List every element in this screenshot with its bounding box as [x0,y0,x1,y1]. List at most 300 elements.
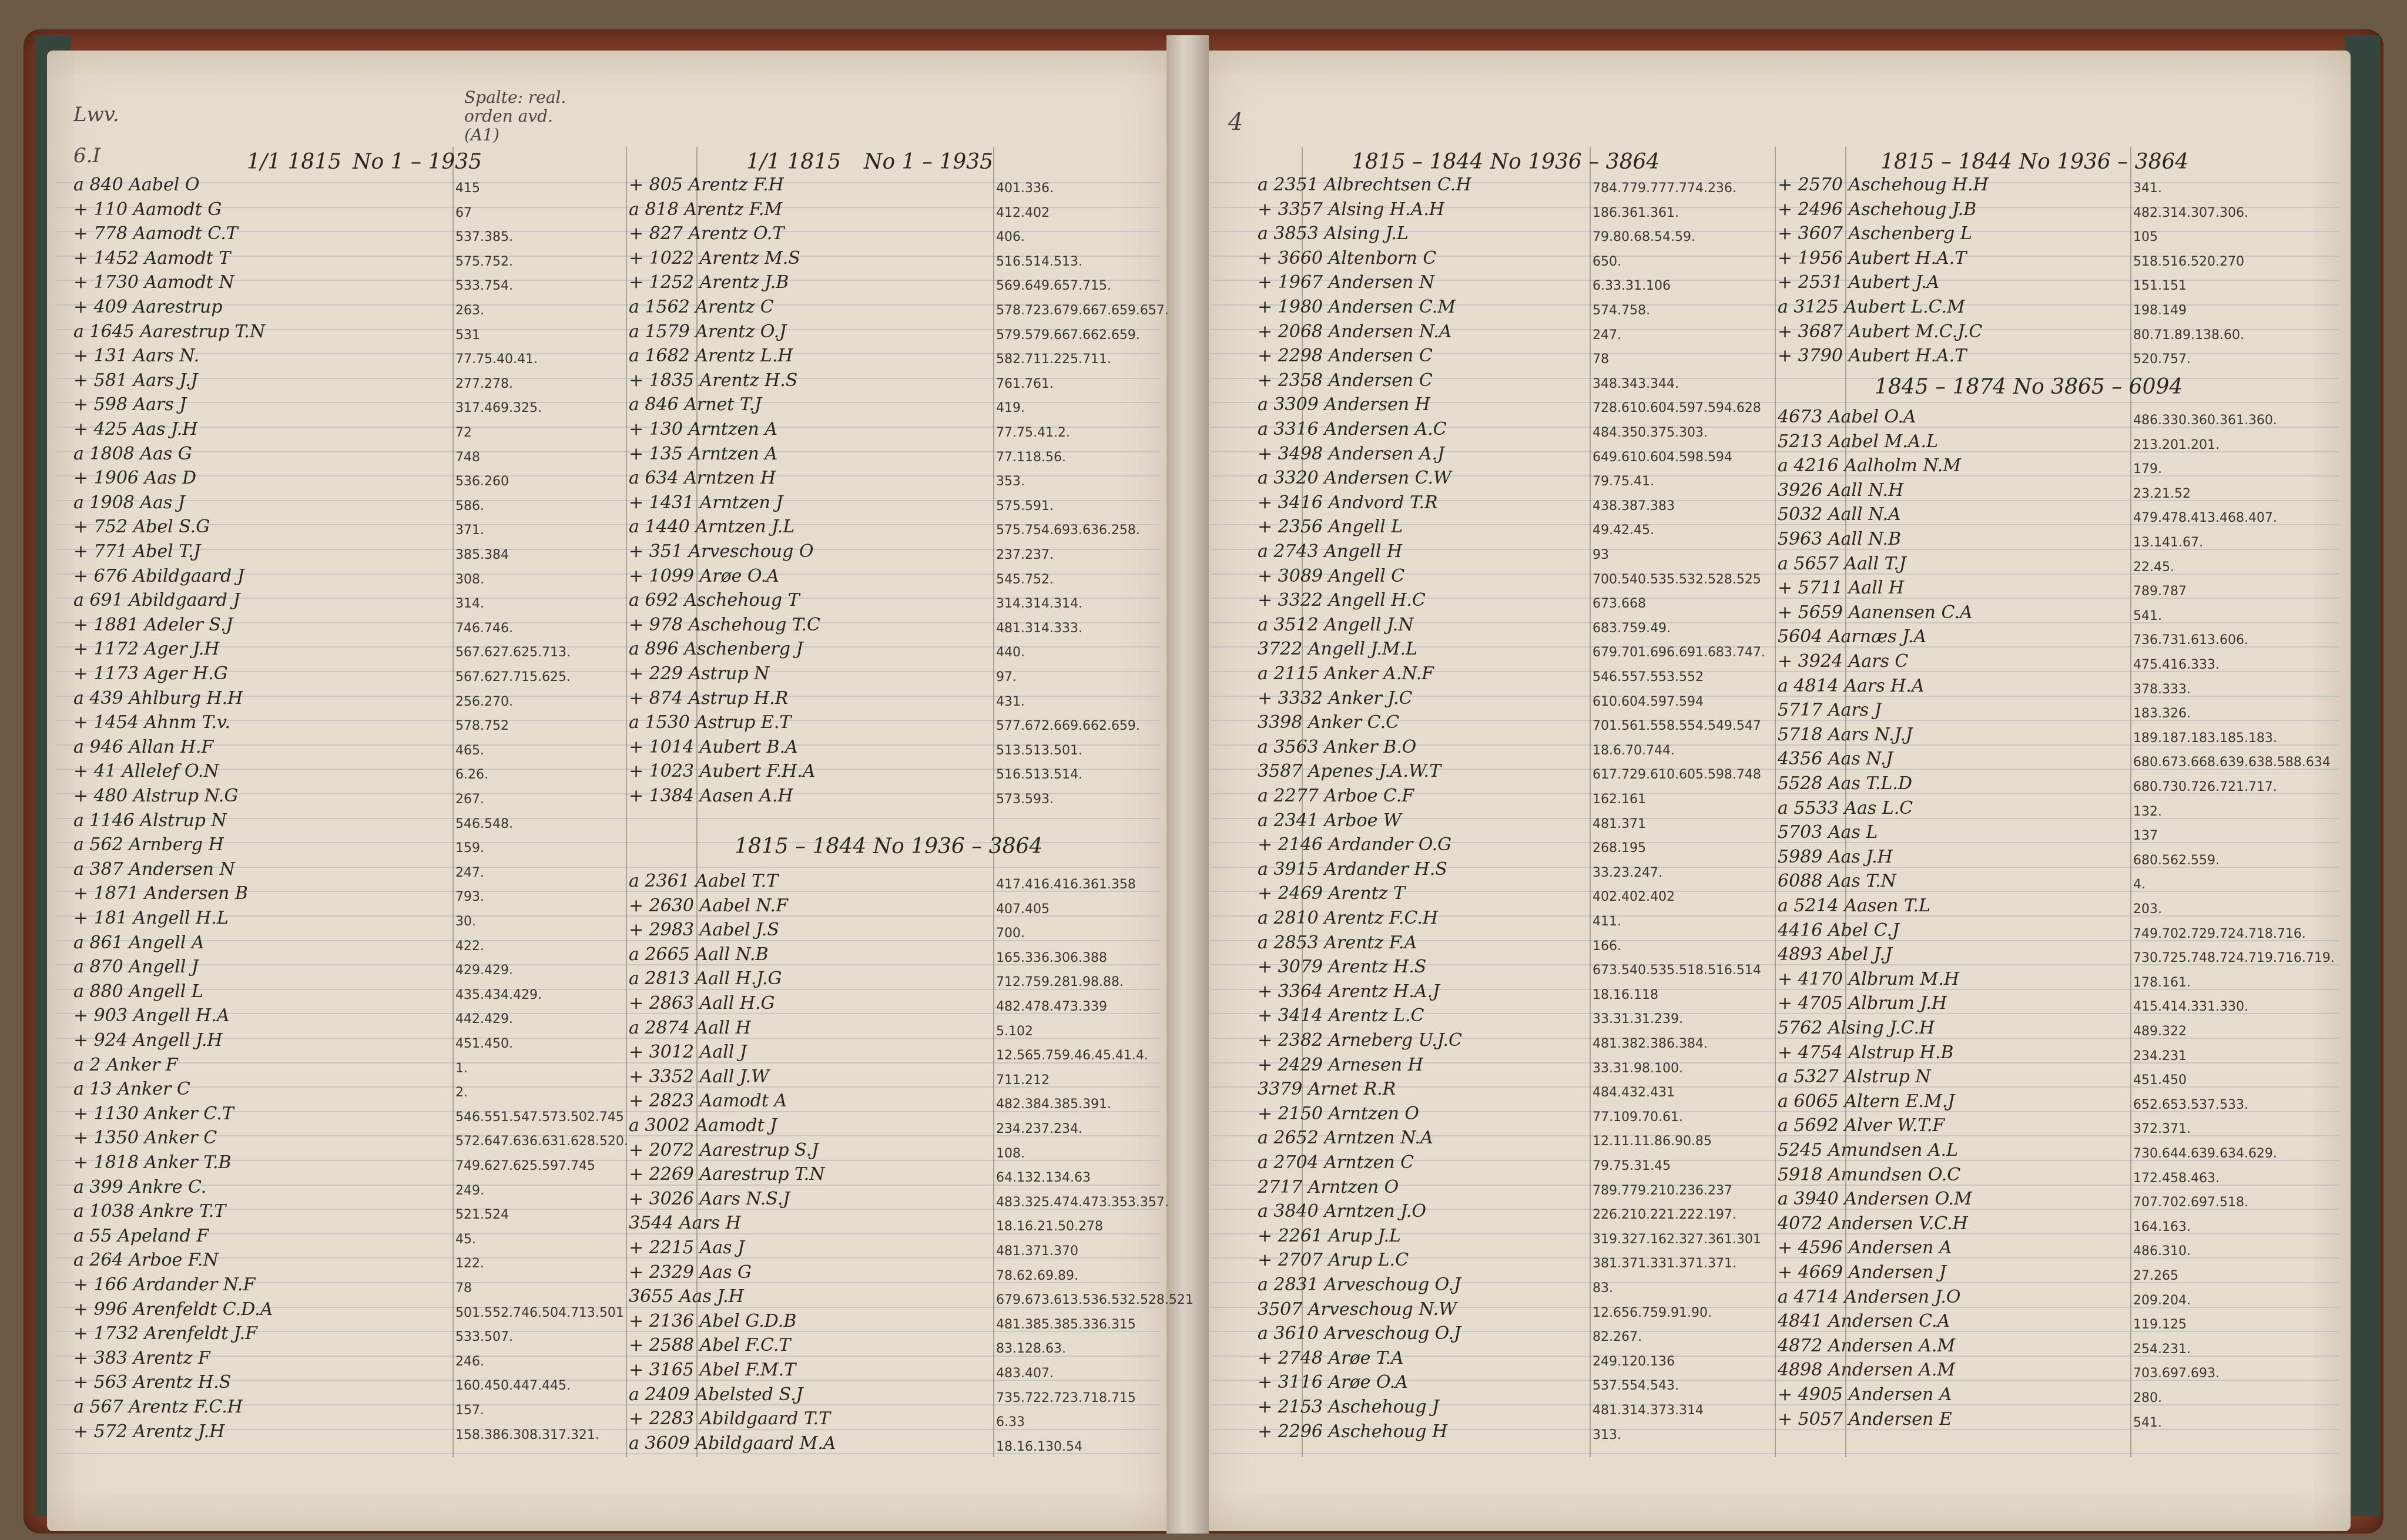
ledger-page-refs: 137 [2133,828,2158,843]
ledger-entry: + 4170 Albrum M.H [1778,969,1960,989]
ledger-page-refs: 5.102 [996,1024,1033,1039]
ledger-entry: + 3660 Altenborn C [1258,248,1437,269]
ledger-page-refs: 132. [2133,804,2162,819]
ruled-line [56,989,1161,990]
ledger-page-refs: 22.45. [2133,560,2174,575]
ledger-page-refs: 546.557.553.552 [1593,670,1704,685]
ledger-page-refs: 412.402 [996,206,1050,220]
ledger-page-refs: 419. [996,401,1025,415]
column-line [452,147,454,1457]
ledger-entry: + 1172 Ager J.H [73,639,220,659]
ledger-entry: a 562 Arnberg H [73,834,224,855]
ledger-entry: + 1967 Andersen N [1258,272,1435,293]
ledger-page-refs: 226.210.221.222.197. [1593,1207,1736,1222]
ledger-entry: a 3309 Andersen H [1258,394,1430,415]
ledger-page-refs: 159. [455,841,484,855]
ledger-entry: + 1130 Anker C.T [73,1103,234,1124]
ledger-entry: + 409 Aarestrup [73,297,223,317]
ledger-entry: a 2813 Aall H.J.G [629,968,782,989]
ledger-page-refs: 1. [455,1061,468,1076]
ledger-page-refs: 711.212 [996,1073,1050,1088]
ledger-entry: + 2707 Arup L.C [1258,1250,1409,1270]
ledger-page-refs: 27.265 [2133,1269,2178,1283]
corner-note-2: 6.I [73,144,100,167]
ledger-page-refs: 749.702.729.724.718.716. [2133,927,2306,941]
ledger-entry: 5717 Aars J [1778,700,1882,720]
ledger-entry: + 1732 Arenfeldt J.F [73,1323,257,1344]
ledger-entry: + 1871 Andersen B [73,883,248,904]
ledger-entry: + 563 Arentz H.S [73,1372,232,1393]
ledger-entry: + 351 Arveschoug O [629,541,814,562]
ledger-page-refs: 415.414.331.330. [2133,999,2248,1014]
ledger-page-refs: 482.478.473.339 [996,999,1107,1014]
ledger-entry: 3722 Angell J.M.L [1258,639,1417,659]
ledger-page-refs: 30. [455,914,476,929]
ledger-page-refs: 237.237. [996,548,1054,562]
ledger-page-refs: 652.653.537.533. [2133,1098,2248,1112]
ledger-entry: a 4216 Aalholm N.M [1778,455,1961,476]
ledger-page-refs: 575.754.693.636.258. [996,523,1140,538]
ledger-page-refs: 569.649.657.715. [996,279,1111,293]
ledger-entry: + 1023 Aubert F.H.A [629,761,816,781]
ledger-entry: + 2496 Aschehoug J.B [1778,199,1977,220]
ledger-entry: 4356 Aas N.J [1778,749,1893,769]
ledger-page-refs: 546.548. [455,817,513,831]
ledger-entry: + 1099 Arøe O.A [629,566,779,586]
ledger-page-refs: 78 [1593,352,1609,367]
ledger-page-refs: 165.336.306.388 [996,951,1107,965]
ledger-page-refs: 578.752 [455,719,509,733]
column-header-date: 1/1 1815 [247,150,341,174]
ledger-entry: 4841 Andersen C.A [1778,1311,1950,1331]
ledger-page-refs: 64.132.134.63 [996,1170,1091,1185]
ledger-entry: + 1730 Aamodt N [73,272,234,293]
ledger-page-refs: 209.204. [2133,1293,2191,1308]
ledger-entry: a 2409 Abelsted S.J [629,1384,803,1405]
ruled-line [56,1086,1161,1088]
ledger-page-refs: 33.23.247. [1593,865,1662,880]
ledger-page-refs: 531 [455,328,480,343]
ledger-page-refs: 164.163. [2133,1220,2191,1234]
ledger-page-refs: 179. [2133,462,2162,477]
ledger-entry: + 110 Aamodt G [73,199,222,220]
ledger-entry: 5528 Aas T.L.D [1778,773,1913,794]
ledger-entry: 3587 Apenes J.A.W.T [1258,761,1441,781]
ledger-page-refs: 680.730.726.721.717. [2133,780,2277,794]
ledger-entry: + 3790 Aubert H.A.T [1778,345,1967,366]
ledger-page-refs: 610.604.597.594 [1593,694,1704,709]
ledger-entry: + 3165 Abel F.M.T [629,1360,796,1380]
ledger-page-refs: 45. [455,1232,476,1247]
ledger-entry: a 2743 Angell H [1258,541,1403,562]
ledger-entry: a 1562 Arentz C [629,297,774,317]
ruled-line [56,1257,1161,1259]
ledger-entry: a 880 Angell L [73,981,203,1002]
ledger-entry: 2717 Arntzen O [1258,1177,1399,1197]
ledger-page-refs: 402.402.402 [1593,890,1675,904]
ledger-entry: a 567 Arentz F.C.H [73,1397,243,1417]
ledger-entry: a 1682 Arentz L.H [629,345,793,366]
ledger-page-refs: 49.42.45. [1593,523,1654,538]
ledger-page-refs: 516.513.514. [996,767,1082,782]
ruled-line [56,402,1161,403]
ledger-page-refs: 277.278. [455,377,513,391]
ledger-entry: + 1452 Aamodt T [73,248,231,269]
ledger-page-refs: 513.513.501. [996,743,1082,758]
ledger-page-refs: 178.161. [2133,975,2191,990]
ledger-entry: a 2853 Arentz F.A [1258,932,1417,953]
ruled-line [56,182,1161,183]
ledger-page-refs: 483.325.474.473.353.357. [996,1195,1169,1210]
ruled-line [56,646,1161,647]
ledger-page-refs: 268.195 [1593,841,1646,855]
ledger-entry: 4072 Andersen V.C.H [1778,1213,1968,1234]
ledger-entry: + 874 Astrup H.R [629,688,789,709]
ledger-page-refs: 789.787 [2133,584,2187,599]
ledger-page-refs: 108. [996,1146,1025,1161]
ledger-page-refs: 189.187.183.185.183. [2133,731,2277,746]
ledger-entry: + 924 Angell J.H [73,1030,223,1051]
ledger-entry: a 3610 Arveschoug O.J [1258,1323,1461,1344]
ledger-entry: 5703 Aas L [1778,822,1878,843]
ledger-page-refs: 484.350.375.303. [1593,425,1708,440]
ledger-entry: + 2283 Abildgaard T.T [629,1408,831,1429]
column-header-range: No 1 – 1935 [353,150,482,174]
ledger-entry: a 5692 Alver W.T.F [1778,1115,1945,1136]
ledger-page-refs: 746.746. [455,621,513,636]
column-line [1590,147,1591,1457]
ledger-page-refs: 683.759.49. [1593,621,1671,636]
ledger-page-refs: 78 [455,1281,472,1296]
ledger-page-refs: 79.80.68.54.59. [1593,230,1695,244]
ledger-entry: + 2072 Aarestrup S.J [629,1140,819,1160]
ledger-page-refs: 679.701.696.691.683.747. [1593,645,1765,660]
ledger-page-refs: 579.579.667.662.659. [996,328,1140,343]
ledger-entry: 5989 Aas J.H [1778,847,1893,867]
ledger-page-refs: 83. [1593,1281,1613,1296]
ledger-entry: + 3116 Arøe O.A [1258,1372,1408,1393]
ledger-page-refs: 789.779.210.236.237 [1593,1183,1732,1198]
ledger-entry: + 2356 Angell L [1258,516,1403,537]
ledger-page-refs: 18.16.130.54 [996,1440,1082,1454]
ledger-entry: + 181 Angell H.L [73,908,229,928]
ledger-entry: + 3089 Angell C [1258,566,1405,586]
ledger-entry: + 1454 Ahnm T.v. [73,712,230,733]
ledger-entry: + 1173 Ager H.G [73,663,228,684]
ledger-page-refs: 582.711.225.711. [996,352,1111,367]
ruled-line [56,964,1161,965]
ledger-entry: + 166 Ardander N.F [73,1274,256,1295]
ledger-page-refs: 12.656.759.91.90. [1593,1306,1712,1320]
ledger-entry: + 2630 Aabel N.F [629,895,788,916]
column-line [1775,147,1776,1457]
ledger-entry: 3926 Aall N.H [1778,480,1904,501]
ruled-line [56,549,1161,550]
ledger-page-refs: 518.516.520.270 [2133,254,2244,269]
ledger-page-refs: 18.6.70.744. [1593,743,1675,758]
ledger-entry: + 778 Aamodt C.T [73,223,238,244]
ledger-page-refs: 378.333. [2133,682,2191,697]
ledger-page-refs: 537.385. [455,230,513,244]
ledger-page-refs: 533.507. [455,1330,513,1344]
ledger-entry: + 4905 Andersen A [1778,1384,1952,1405]
ledger-entry: + 2531 Aubert J.A [1778,272,1940,293]
ledger-entry: + 1818 Anker T.B [73,1152,232,1173]
column-header-range: 1815 – 1844 No 1936 – 3864 [1880,150,2189,174]
ledger-entry: a 1440 Arntzen J.L [629,516,795,537]
ledger-entry: 4893 Abel J.J [1778,944,1892,965]
ledger-page-refs: 313. [1593,1428,1621,1442]
ledger-page-refs: 6.33.31.106 [1593,279,1671,293]
ledger-entry: a 2665 Aall N.B [629,944,769,965]
ledger-entry: 5213 Aabel M.A.L [1778,431,1938,452]
ledger-entry: a 2277 Arboe C.F [1258,786,1414,806]
ledger-entry: + 1252 Arentz J.B [629,272,789,293]
ledger-entry: + 2153 Aschehoug J [1258,1397,1439,1417]
ledger-page-refs: 67 [455,206,472,220]
ledger-page-refs: 23.21.52 [2133,487,2191,501]
ledger-page-refs: 586. [455,499,484,514]
ledger-entry: + 2261 Arup J.L [1258,1226,1401,1246]
ledger-entry: + 131 Aars N. [73,345,200,366]
ledger-page-refs: 486.310. [2133,1244,2191,1259]
ledger-page-refs: 649.610.604.598.594 [1593,450,1732,465]
ledger-entry: + 4705 Albrum J.H [1778,993,1947,1014]
ledger-entry: + 3012 Aall J [629,1042,747,1062]
ledger-page-refs: 385.384 [455,548,509,562]
ledger-page-refs: 451.450. [455,1036,513,1051]
ledger-entry: a 3316 Andersen A.C [1258,419,1447,439]
ledger-page-refs: 429.429. [455,963,513,978]
ledger-entry: + 1014 Aubert B.A [629,737,798,757]
ledger-page-refs: 482.314.307.306. [2133,206,2248,220]
ledger-page-refs: 79.75.31.45 [1593,1159,1671,1173]
ledger-entry: + 2469 Arentz T [1258,883,1406,904]
ledger-page-refs: 712.759.281.98.88. [996,975,1124,989]
ledger-page-refs: 438.387.383 [1593,499,1675,514]
ledger-entry: a 3125 Aubert L.C.M [1778,297,1965,317]
ledger-page-refs: 673.540.535.518.516.514 [1593,963,1761,978]
ledger-page-refs: 234.231 [2133,1049,2187,1063]
ledger-entry: a 2 Anker F [73,1055,178,1075]
ledger-entry: a 4714 Andersen J.O [1778,1287,1961,1307]
ledger-entry: a 3512 Angell J.N [1258,615,1414,635]
ledger-page-refs: 481.385.385.336.315 [996,1317,1136,1332]
ruled-line [56,500,1161,501]
ledger-entry: a 55 Apeland F [73,1226,209,1246]
ledger-entry: a 861 Angell A [73,932,205,953]
ledger-page-refs: 2. [455,1085,468,1100]
ledger-page-refs: 575.591. [996,499,1054,514]
ledger-entry: + 229 Astrup N [629,663,770,684]
ledger-page-refs: 183.326. [2133,706,2191,721]
ledger-page-refs: 701.561.558.554.549.547 [1593,719,1761,733]
ledger-entry: a 1530 Astrup E.T [629,712,792,733]
ledger-page-refs: 411. [1593,914,1621,929]
ledger-page-refs: 728.610.604.597.594.628 [1593,401,1761,415]
ledger-entry: + 3607 Aschenberg L [1778,223,1972,244]
ledger-page-refs: 465. [455,743,484,758]
ledger-entry: + 676 Abildgaard J [73,566,244,586]
ledger-page-refs: 4. [2133,877,2145,892]
ledger-entry: a 1579 Arentz O.J [629,321,787,342]
ledger-entry: + 383 Arentz F [73,1348,210,1368]
ledger-entry: a 692 Aschehoug T [629,590,800,610]
ledger-page-refs: 249. [455,1183,484,1198]
ledger-page-refs: 160.450.447.445. [455,1378,571,1393]
ledger-entry: a 5533 Aas L.C [1778,798,1913,818]
ledger-page-refs: 381.371.331.371.371. [1593,1256,1736,1271]
ledger-page-refs: 97. [996,670,1017,685]
ledger-page-refs: 481.371 [1593,817,1646,831]
ledger-entry: a 4814 Aars H.A [1778,676,1925,696]
ledger-page-refs: 12.565.759.46.45.41.4. [996,1048,1148,1063]
ledger-page-refs: 546.551.547.573.502.745 [455,1110,624,1125]
ledger-entry: 5718 Aars N.J.J [1778,724,1913,745]
ledger-entry: + 2358 Andersen C [1258,370,1433,391]
ledger-page-refs: 119.125 [2133,1317,2187,1332]
ledger-page-refs: 79.75.41. [1593,474,1654,489]
ledger-entry: a 2361 Aabel T.T [629,871,779,891]
ledger-page-refs: 122. [455,1256,484,1271]
ledger-page-refs: 748 [455,450,480,465]
ledger-entry: + 4669 Andersen J [1778,1262,1946,1283]
ledger-page-refs: 105 [2133,230,2158,244]
ledger-page-refs: 578.723.679.667.659.657. [996,303,1169,318]
ledger-page-refs: 247. [455,865,484,880]
ledger-page-refs: 203. [2133,902,2162,917]
ledger-page-refs: 93 [1593,548,1609,562]
ledger-entry: + 3352 Aall J.W [629,1066,769,1087]
ledger-entry: 6088 Aas T.N [1778,871,1896,891]
ledger-entry: + 1431 Arntzen J [629,492,783,513]
ledger-entry: a 2831 Arveschoug O.J [1258,1274,1461,1295]
ledger-page-refs: 157. [455,1403,484,1418]
ledger-page-refs: 483.407. [996,1366,1054,1381]
ledger-page-refs: 406. [996,230,1025,244]
ruled-line [56,744,1161,746]
ledger-page-refs: 520.757. [2133,352,2191,367]
ledger-page-refs: 18.16.118 [1593,988,1658,1002]
ledger-entry: + 3332 Anker J.C [1258,688,1413,709]
ledger-entry: a 399 Ankre C. [73,1177,207,1197]
ledger-entry: a 3940 Andersen O.M [1778,1189,1972,1209]
ledger-page-refs: 314. [455,596,484,611]
ledger-entry: 3379 Arnet R.R [1258,1079,1396,1099]
ledger-entry: a 3915 Ardander H.S [1258,859,1447,880]
ledger-entry: + 996 Arenfeldt C.D.A [73,1299,273,1320]
ledger-entry: + 135 Arntzen A [629,444,777,464]
ledger-entry: + 2146 Ardander O.G [1258,834,1452,855]
ledger-entry: a 1645 Aarestrup T.N [73,321,266,342]
ledger-entry: a 870 Angell J [73,957,199,977]
section-header: 1815 – 1844 No 1936 – 3864 [735,834,1043,858]
ledger-entry: + 581 Aars J.J [73,370,198,391]
ledger-page-refs: 700.540.535.532.528.525 [1593,572,1761,587]
ledger-entry: 3544 Aars H [629,1213,741,1233]
ruled-line [56,378,1161,379]
ledger-page-refs: 256.270. [455,694,513,709]
ledger-page-refs: 730.725.748.724.719.716.719. [2133,951,2335,965]
ledger-entry: + 3924 Aars C [1778,651,1909,672]
ledger-entry: a 2810 Arentz F.C.H [1258,908,1439,928]
ruled-line [56,1453,1161,1454]
ledger-entry: a 5657 Aall T.J [1778,553,1906,574]
ledger-page-refs: 673.668 [1593,596,1646,611]
ledger-entry: 4872 Andersen A.M [1778,1336,1956,1356]
ledger-entry: + 2269 Aarestrup T.N [629,1164,825,1185]
ledger-page-refs: 246. [455,1354,484,1369]
ledger-entry: + 3414 Arentz L.C [1258,1005,1424,1026]
ledger-page-refs: 700. [996,926,1025,941]
ledger-page-refs: 516.514.513. [996,254,1082,269]
ledger-page-refs: 198.149 [2133,303,2187,318]
ledger-page-refs: 353. [996,474,1025,489]
ruled-line [56,1062,1161,1063]
ledger-page-refs: 6.26. [455,767,488,782]
ledger-entry: + 1022 Arentz M.S [629,248,800,269]
ledger-page-refs: 536.260 [455,474,509,489]
ledger-entry: a 1038 Ankre T.T [73,1201,226,1222]
column-line [993,147,994,1457]
ledger-entry: + 2429 Arnesen H [1258,1055,1423,1075]
section-header: 1845 – 1874 No 3865 – 6094 [1875,375,2183,399]
ledger-entry: + 3322 Angell H.C [1258,590,1426,610]
ledger-entry: a 3563 Anker B.O [1258,737,1417,757]
ledger-entry: + 978 Aschehoug T.C [629,615,820,635]
ledger-entry: a 840 Aabel O [73,175,200,195]
ledger-entry: a 3609 Abildgaard M.A [629,1433,836,1454]
ledger-page-refs: 407.405 [996,902,1050,917]
ledger-page-refs: 573.593. [996,792,1054,807]
ledger-page-refs: 650. [1593,254,1621,269]
ruled-line [56,769,1161,770]
ledger-entry: + 1881 Adeler S.J [73,615,233,635]
ledger-page-refs: 484.432.431 [1593,1085,1675,1100]
ledger-page-refs: 486.330.360.361.360. [2133,413,2277,428]
ledger-entry: + 2863 Aall H.G [629,993,775,1014]
ledger-page-refs: 533.754. [455,279,513,293]
ledger-page-refs: 541. [2133,1415,2162,1430]
ledger-page-refs: 479.478.413.468.407. [2133,511,2277,525]
ledger-entry: a 846 Arnet T.J [629,394,762,415]
ledger-page-refs: 72 [455,425,472,440]
ledger-page-refs: 481.314.373.314 [1593,1403,1704,1418]
corner-note: Lwv. [73,103,119,126]
ledger-entry: 4898 Andersen A.M [1778,1360,1956,1380]
ledger-page-refs: 481.382.386.384. [1593,1036,1708,1051]
ledger-entry: a 2652 Arntzen N.A [1258,1128,1433,1148]
ledger-page-refs: 574.758. [1593,303,1650,318]
ledger-entry: + 598 Aars J [73,394,187,415]
ledger-page-refs: 213.201.201. [2133,438,2220,452]
ledger-entry: + 2215 Aas J [629,1237,745,1258]
column-header-range: 1815 – 1844 No 1936 – 3864 [1352,150,1660,174]
ledger-page-refs: 521.524 [455,1207,509,1222]
ledger-entry: + 2382 Arneberg U.J.C [1258,1030,1462,1051]
ledger-page-refs: 247. [1593,328,1621,343]
ledger-page-refs: 680.673.668.639.638.588.634 [2133,755,2331,770]
ledger-page-refs: 489.322 [2133,1024,2187,1039]
ledger-page-refs: 482.384.385.391. [996,1097,1111,1112]
ledger-page-refs: 442.429. [455,1012,513,1026]
ledger-entry: + 2136 Abel G.D.B [629,1311,797,1331]
column-header-date: 1/1 1815 [746,150,841,174]
ledger-page-refs: 172.458.463. [2133,1171,2220,1186]
ledger-page-refs: 166. [1593,939,1621,954]
ledger-page-refs: 280. [2133,1391,2162,1405]
ledger-entry: a 264 Arboe F.N [73,1250,219,1270]
